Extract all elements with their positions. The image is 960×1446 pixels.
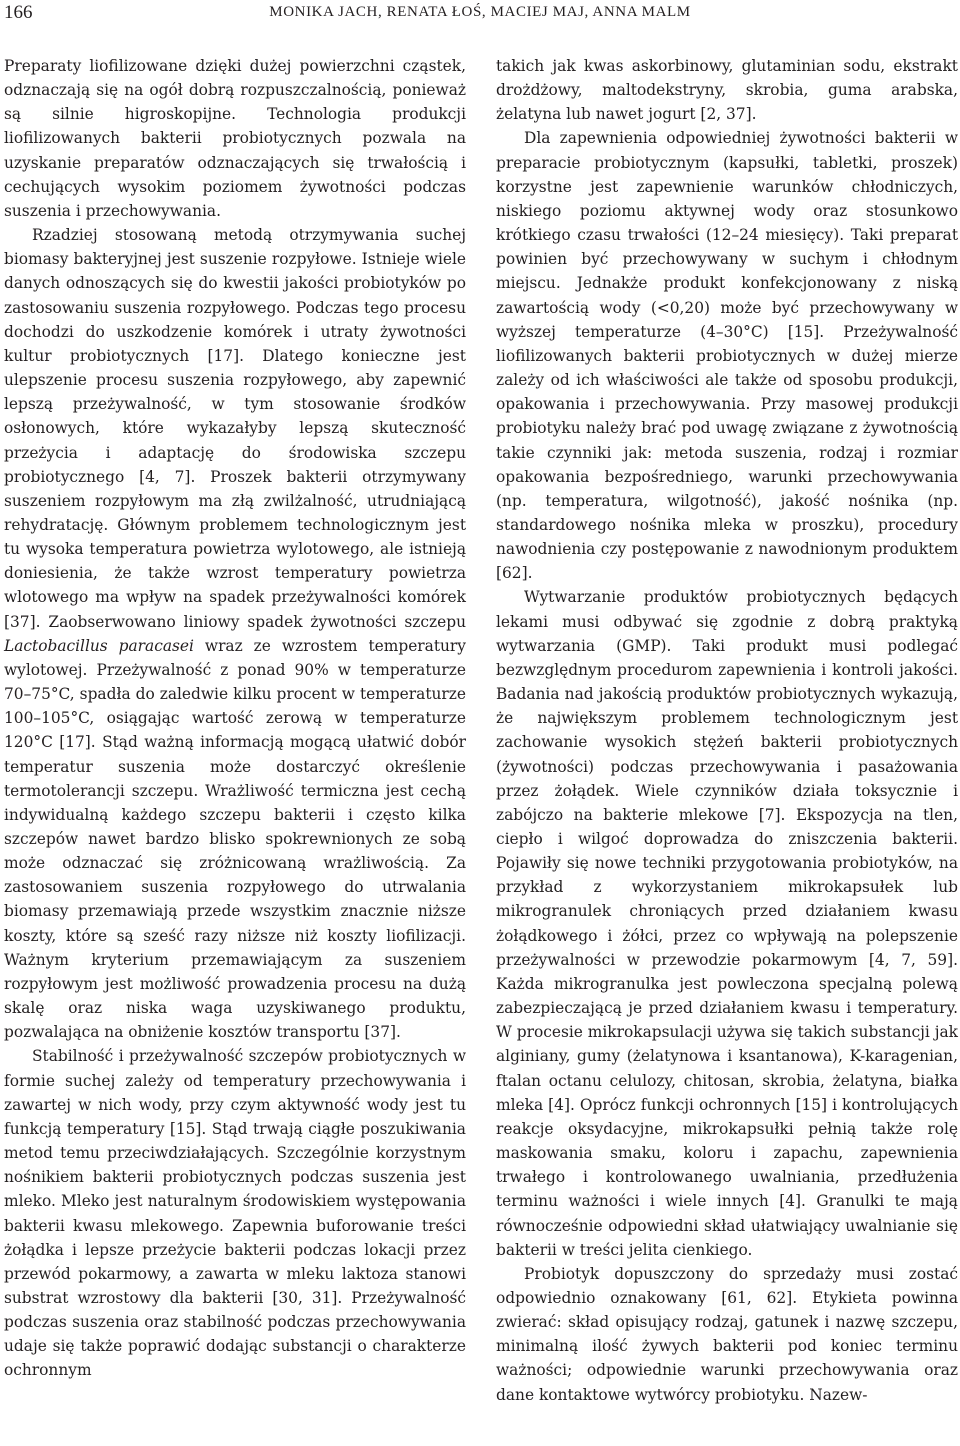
paragraph-gmp: Wytwarzanie produktów probiotycznych będących lekami musi odbywać się zgodnie z dobrą praktyką wytwarzania (GMP). Taki produkt musi podlegać bezwzględnym procedurom zapewnienia i kontroli jakości. Badania nad jakością produktów probiotycznych wykazują, że największym problemem technologicznym jest zachowanie wysokich stężeń bakterii probiotycznych (żywotności) podczas przechowywania i pasażowania przez żołądek. Wiele czynników działa toksycznie i zabójczo na bakterie mlekowe [7]. Ekspozycja na tlen, ciepło i wilgoć doprowadza do zniszczenia bakterii. Pojawiły się nowe techniki przygotowania probiotyków, na przykład z wykorzystaniem mikrokapsułek lub mikrogranulek chroniących przed działaniem kwasu żołądkowego i żółci, przez co wpływają na polepszenie przeżywalności w przewodzie pokarmowym [4, 7, 59]. Każda mikrogranulka jest powleczona specjalną polewą zabezpieczającą je przed działaniem kwasu i temperatury. W procesie mikrokapsulacji używa się takich substancji jak alginiany, gumy (żelatynowa i ksantanowa), K-karagenian, ftalan octanu celulozy, chitosan, skrobia, żelatyna, białka mleka [4]. Oprócz funkcji ochronnych [15] i kontrolujących reakcje oksydacyjne, mikrokapsułki pełnią także rolę maskowania smaku, koloru i zapachu, zapewnienia trwałego i kontrolowanego uwalniania, przedłużenia terminu ważności i wiele innych [4]. Granulki te mają równocześnie odpowiedni skład ułatwiający uwalnianie się bakterii w treści jelita cienkiego. bbox=[496, 588, 958, 1259]
spray-drying-text-a: Rzadziej stosowaną metodą otrzymywania suchej biomasy bakteryjnej jest suszenie rozpyłowe. Istnieje wiele danych odnoszących się do kwestii jakości probiotyków po zastosowaniu suszenia rozpyłowego. Podczas tego procesu dochodzi do uszkodzenie komórek i utraty żywotności kultur probiotycznych [17]. Dlatego konieczne jest ulepszenie procesu suszenia rozpyłowego, aby zapewnić lepszą przeżywalność, w tym stosowanie środków osłonowych, które wykazałyby lepszą skuteczność przeżycia i adaptację do środowiska szczepu probiotycznego [4, 7]. Proszek bakterii otrzymywany suszeniem rozpyłowym ma złą zwilżalność, utrudniającą rehydratację. Głównym problemem technologicznym jest tu wysoka temperatura powietrza wylotowego, ale istnieją doniesienia, że także wzrost temperatury powietrza wlotowego ma wpływ na spadek przeżywalności komórek [37]. Zaobserwowano liniowy spadek żywotności szczepu bbox=[4, 226, 466, 631]
paragraph-storage: Dla zapewnienia odpowiedniej żywotności bakterii w preparacie probiotycznym (kapsułki, tabletki, proszek) korzystne jest zapewnienie warunków chłodniczych, niskiego poziomu aktywnej wody oraz stosunkowo krótkiego czasu trwałości (12–24 miesięcy). Taki preparat powinien być przechowywany w suchym i chłodnym miejscu. Jednakże produkt konfekcjonowany z niską zawartością wody (<0,20) może być przechowywany w wyższej temperaturze (4–30°C) [15]. Przeżywalność liofilizowanych bakterii probiotycznych w dużej mierze zależy od ich właściwości ale także od sposobu produkcji, opakowania i przechowywania. Przy masowej produkcji probiotyku należy brać pod uwagę związane z żywotnością takie czynniki jak: metoda suszenia, rodzaj i rozmiar opakowania bezpośredniego, warunki przechowywania (np. temperatura, wilgotność), jakość nośnika (np. standardowego nośnika mleka w proszku), procedury nawodnienia czy postępowanie z nawodnionym produktem [62]. bbox=[496, 129, 958, 583]
running-head: MONIKA JACH, RENATA ŁOŚ, MACIEJ MAJ, ANNA MALM bbox=[269, 4, 691, 20]
paragraph-continued: takich jak kwas askorbinowy, glutaminian sodu, ekstrakt drożdżowy, maltodekstryny, skrobia, guma arabska, żelatyna lub nawet jogurt [2, 37]. bbox=[496, 57, 958, 124]
spray-drying-text-b: wraz ze wzrostem temperatury wylotowej. Przeżywalność z ponad 90% w temperaturze 70–75°C, spadła do zaledwie kilku procent w temperaturze 100–105°C, osiągając wartość zerową w temperaturze 120°C [17]. Stąd ważną informacją mogącą ułatwić dobór temperatur suszenia może dostarczyć określenie termotolerancji szczepu. Wrażliwość termiczna jest cechą indywidualną każdego szczepu bakterii i często kilka szczepów nawet bardzo blisko spokrewnionych ze sobą może odznaczać się zróżnicowaną wrażliwością. Za zastosowaniem suszenia rozpyłowego do utrwalania biomasy przemawiają przede wszystkim znacznie niższe koszty, które są sześć razy niższe niż koszty liofilizacji. Ważnym kryterium przemawiającym za suszeniem rozpyłowym jest możliwość prowadzenia procesu na dużą skalę oraz niska waga uzyskiwanego produktu, pozwalająca na obniżenie kosztów transportu [37]. bbox=[4, 636, 466, 1042]
paragraph-labeling: Probiotyk dopuszczony do sprzedaży musi zostać odpowiednio oznakowany [61, 62]. Etykieta powinna zwierać: skład opisujący rodzaj, gatunek i nazwę szczepu, minimalną ilość żywych bakterii pod koniec terminu ważności; odpowiednie warunki przechowywania oraz dane kontaktowe wytwórcy probiotyku. Nazew- bbox=[496, 1264, 958, 1404]
paragraph-lyophilization: Preparaty liofilizowane dzięki dużej powierzchni cząstek, odznaczają się na ogół dobrą rozpuszczalnością, ponieważ są silnie higroskopijne. Technologia produkcji liofilizowanych bakterii probiotycznych pozwala na uzyskanie preparatów odznaczających się trwałością i cechujących wysokim poziomem żywotności podczas suszenia i przechowywania. bbox=[4, 57, 466, 220]
species-name: Lactobacillus paracasei bbox=[4, 636, 194, 655]
page-header bbox=[0, 0, 960, 40]
paragraph-stability: Stabilność i przeżywalność szczepów probiotycznych w formie suchej zależy od temperatury przechowywania i zawartej w nich wody, przy czym aktywność wody jest tu funkcją temperatury [15]. Stąd trwają ciągłe poszukiwania metod temu przeciwdziałających. Szczególnie korzystnym nośnikiem bakterii probiotycznych podczas suszenia jest mleko. Mleko jest naturalnym środowiskiem występowania bakterii kwasu mlekowego. Zapewnia buforowanie treści żołądka i lepsze przeżycie bakterii podczas lokacji przez przewód pokarmowy, a zawarta w mleku laktoza stanowi substrat wzrostowy dla bakterii [30, 31]. Przeżywalność podczas suszenia oraz stabilność podczas przechowywania udaje się także poprawić dodając substancji o charakterze ochronnym bbox=[4, 1047, 466, 1380]
paragraph-spray-drying bbox=[4, 223, 466, 1044]
left-column bbox=[4, 54, 466, 1383]
right-column bbox=[496, 54, 958, 1407]
page-number: 166 bbox=[4, 2, 33, 23]
